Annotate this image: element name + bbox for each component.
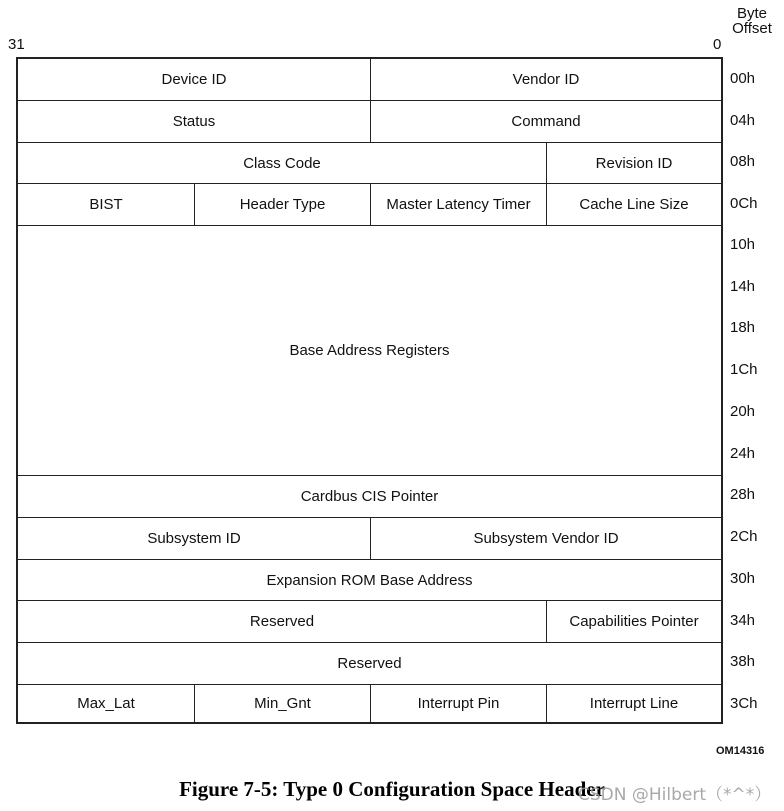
field-master-latency-timer: Master Latency Timer [370,184,546,225]
offset-label-18h: 18h [730,319,756,336]
figure-caption: Figure 7-5: Type 0 Configuration Space Header [179,777,605,801]
field-interrupt-line: Interrupt Line [546,685,721,722]
offset-label-14h: 14h [730,278,756,295]
register-row-00h [18,59,721,101]
field-expansion-rom-base-address: Expansion ROM Base Address [266,571,473,589]
register-row-04h [18,101,721,143]
offset-label-30h: 30h [730,570,756,587]
field-reserved-38h: Reserved [337,655,402,672]
register-row-0ch [18,184,721,226]
register-row-28h [18,476,721,518]
register-row-30h [18,560,721,601]
byte-offset-header-line2: Offset [732,20,772,37]
field-subsystem-vendor-id: Subsystem Vendor ID [370,518,721,559]
offset-label-24h: 24h [730,445,756,462]
field-subsystem-id: Subsystem ID [147,530,241,547]
offset-label-34h: 34h [730,612,756,629]
field-capabilities-pointer: Capabilities Pointer [546,601,721,642]
offset-label-08h: 08h [730,153,756,170]
watermark: CSDN @Hilbert（*^*） [578,785,772,805]
bit-31-label: 31 [8,36,25,53]
field-max-lat: Max_Lat [77,695,135,712]
offset-label-20h: 20h [730,403,756,420]
offset-label-28h: 28h [730,486,756,503]
byte-offset-header [728,6,776,36]
offset-label-10h: 10h [730,236,756,253]
field-vendor-id: Vendor ID [370,59,721,100]
register-row-08h [18,143,721,184]
figure-code: OM14316 [716,745,765,757]
offset-label-00h: 00h [730,70,756,87]
field-command: Command [370,101,721,142]
field-min-gnt: Min_Gnt [194,685,370,722]
config-space-header-table [16,57,723,724]
field-header-type: Header Type [194,184,370,225]
register-row-2ch [18,518,721,560]
offset-label-04h: 04h [730,112,756,129]
field-class-code: Class Code [243,154,321,172]
field-cardbus-cis-pointer: Cardbus CIS Pointer [300,488,439,505]
field-revision-id: Revision ID [546,143,721,183]
field-device-id: Device ID [161,71,227,88]
field-cache-line-size: Cache Line Size [546,184,721,225]
register-row-3ch [18,685,721,722]
offset-label-38h: 38h [730,653,756,670]
field-bist: BIST [89,196,123,213]
register-row-38h [18,643,721,685]
offset-label-2ch: 2Ch [730,528,758,545]
offset-label-0ch: 0Ch [730,195,758,212]
register-row-34h [18,601,721,643]
byte-offset-header-line1: Byte [736,5,767,22]
field-base-address-registers: Base Address Registers [289,342,450,359]
offset-label-1ch: 1Ch [730,361,758,378]
bit-0-label: 0 [713,36,722,53]
offset-label-3ch: 3Ch [730,695,758,712]
field-status: Status [172,113,216,130]
field-interrupt-pin: Interrupt Pin [370,685,546,722]
register-row-10h-24h [18,226,721,476]
field-reserved-34h: Reserved [249,613,315,630]
